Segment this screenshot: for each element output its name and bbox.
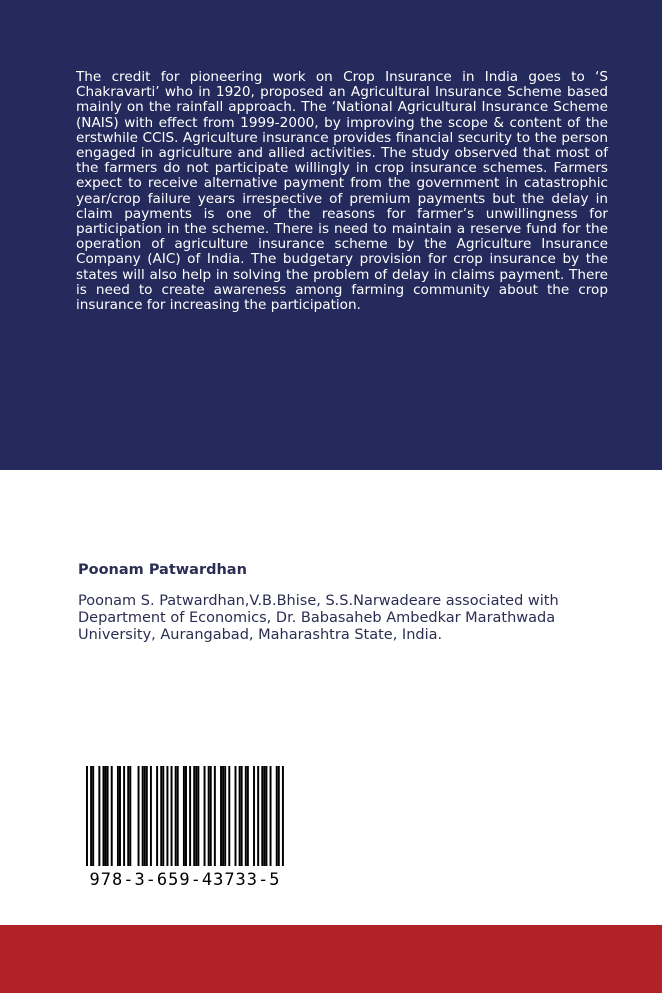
bottom-color-band (0, 925, 662, 993)
author-bio: Poonam S. Patwardhan,V.B.Bhise, S.S.Narwadeare associated with Department of Economics, Dr. Babasaheb Ambedkar Marathwada University, Aurangabad, Maharashtra State, India. (78, 593, 559, 643)
barcode-bars (86, 766, 284, 866)
back-cover-blurb-panel (0, 0, 662, 470)
isbn-number: 978-3-659-43733-5 (89, 870, 281, 890)
book-description: The credit for pioneering work on Crop Insurance in India goes to ‘S Chakravarti’ who in 1920, proposed an Agricultural Insurance Scheme based mainly on the rainfall approach. The ‘National Agricultural Insurance Scheme (NAIS) with effect from 1999-2000, by improving the scope & content of the erstwhile CCIS. Agriculture insurance provides financial security to the person engaged in agriculture and allied activities. The study observed that most of the farmers do not participate willingly in crop insurance schemes. Farmers expect to receive alternative payment from the government in catastrophic year/crop failure years irrespective of premium payments but the delay in claim payments is one of the reasons for farmer’s unwillingness for participation in the scheme. There is need to maintain a reserve fund for the operation of agriculture insurance scheme by the Agriculture Insurance Company (AIC) of India. The budgetary provision for crop insurance by the states will also help in solving the problem of delay in claims payment. There is need to create awareness among farming community about the crop insurance for increasing the participation. (76, 69, 608, 314)
isbn-barcode (80, 760, 290, 900)
author-name: Poonam Patwardhan (78, 562, 247, 578)
